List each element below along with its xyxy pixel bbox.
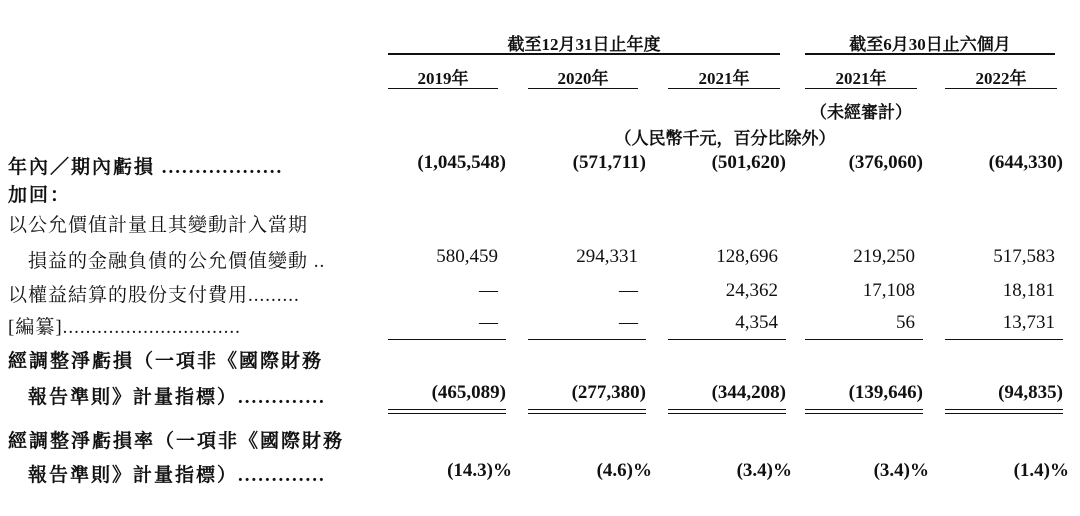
total-rule-a-2022-h1 — [945, 409, 1063, 410]
cell-loss-2022-h1: (644,330) — [988, 152, 1063, 173]
total-rule-a-2020 — [528, 409, 646, 410]
unaudited-note: （未經審計） — [810, 103, 912, 122]
cell-adj-rate-2022-h1: (1.4)% — [1013, 460, 1069, 481]
row-label-fair-value-line2: 損益的金融負債的公允價值變動 .. — [28, 251, 326, 272]
cell-adj-loss-2022-h1: (94,835) — [998, 382, 1063, 403]
row-label-adjusted-net-loss-line1: 經調整淨虧損（一項非《國際財務 — [8, 351, 324, 372]
col-rule-2019 — [388, 88, 498, 89]
cell-sbc-2021: 24,362 — [725, 280, 778, 301]
cell-fv-2022-h1: 517,583 — [993, 246, 1055, 267]
row-label-fair-value-line1: 以公允價值計量且其變動計入當期 — [8, 215, 309, 236]
col-rule-2020 — [528, 88, 638, 89]
total-rule-b-2020 — [528, 413, 646, 414]
cell-redacted-2022-h1: 13,731 — [1002, 312, 1055, 333]
col-rule-2022-h1 — [945, 88, 1057, 89]
header-group-six-months: 截至6月30日止六個月 — [849, 35, 1011, 54]
subtotal-rule-2020 — [528, 339, 646, 340]
cell-adj-rate-2021: (3.4)% — [736, 460, 792, 481]
row-label-share-based-payment: 以權益結算的股份支付費用......... — [8, 285, 300, 306]
col-rule-2021 — [668, 88, 780, 89]
total-rule-b-2021-h1 — [805, 413, 923, 414]
row-label-addback: 加回： — [8, 185, 72, 206]
cell-fv-2020: 294,331 — [576, 246, 638, 267]
col-rule-2021-h1 — [805, 88, 917, 89]
header-group-fiscal-year-rule — [388, 53, 780, 55]
cell-redacted-2021: 4,354 — [735, 312, 778, 333]
cell-redacted-2019: — — [479, 312, 498, 333]
unit-note: （人民幣千元，百分比除外） — [614, 129, 836, 148]
cell-loss-2021: (501,620) — [711, 152, 786, 173]
cell-loss-2021-h1: (376,060) — [848, 152, 923, 173]
cell-redacted-2020: — — [619, 312, 638, 333]
total-rule-a-2021 — [668, 409, 786, 410]
row-label-adjusted-net-loss-rate-line1: 經調整淨虧損率（一項非《國際財務 — [8, 431, 345, 452]
header-group-six-months-rule — [805, 53, 1055, 55]
col-header-2021: 2021年 — [698, 69, 750, 88]
cell-loss-2019: (1,045,548) — [417, 152, 506, 173]
cell-adj-loss-2021-h1: (139,646) — [848, 382, 923, 403]
row-label-adjusted-net-loss-rate-line2: 報告準則》計量指標）............. — [28, 465, 326, 486]
subtotal-rule-2022-h1 — [945, 339, 1063, 340]
total-rule-b-2019 — [388, 413, 506, 414]
header-group-fiscal-year: 截至12月31日止年度 — [507, 35, 661, 54]
cell-redacted-2021-h1: 56 — [896, 312, 915, 333]
row-label-loss: 年內／期內虧損 .................. — [8, 157, 284, 178]
subtotal-rule-2021 — [668, 339, 786, 340]
cell-adj-rate-2019: (14.3)% — [447, 460, 512, 481]
cell-adj-loss-2019: (465,089) — [431, 382, 506, 403]
cell-sbc-2022-h1: 18,181 — [1002, 280, 1055, 301]
cell-sbc-2021-h1: 17,108 — [862, 280, 915, 301]
cell-adj-loss-2020: (277,380) — [571, 382, 646, 403]
subtotal-rule-2019 — [388, 339, 506, 340]
cell-fv-2021: 128,696 — [716, 246, 778, 267]
cell-sbc-2020: — — [619, 280, 638, 301]
row-label-redacted: [編纂]............................... — [8, 317, 241, 338]
cell-adj-rate-2021-h1: (3.4)% — [873, 460, 929, 481]
total-rule-b-2021 — [668, 413, 786, 414]
col-header-2019: 2019年 — [417, 69, 469, 88]
cell-adj-loss-2021: (344,208) — [711, 382, 786, 403]
row-label-adjusted-net-loss-line2: 報告準則》計量指標）............. — [28, 387, 326, 408]
cell-fv-2019: 580,459 — [436, 246, 498, 267]
cell-sbc-2019: — — [479, 280, 498, 301]
col-header-2020: 2020年 — [557, 69, 609, 88]
col-header-2022-h1: 2022年 — [975, 69, 1027, 88]
subtotal-rule-2021-h1 — [805, 339, 923, 340]
cell-fv-2021-h1: 219,250 — [853, 246, 915, 267]
col-header-2021-h1: 2021年 — [835, 69, 887, 88]
cell-adj-rate-2020: (4.6)% — [596, 460, 652, 481]
total-rule-a-2021-h1 — [805, 409, 923, 410]
total-rule-b-2022-h1 — [945, 413, 1063, 414]
cell-loss-2020: (571,711) — [572, 152, 646, 173]
total-rule-a-2019 — [388, 409, 506, 410]
